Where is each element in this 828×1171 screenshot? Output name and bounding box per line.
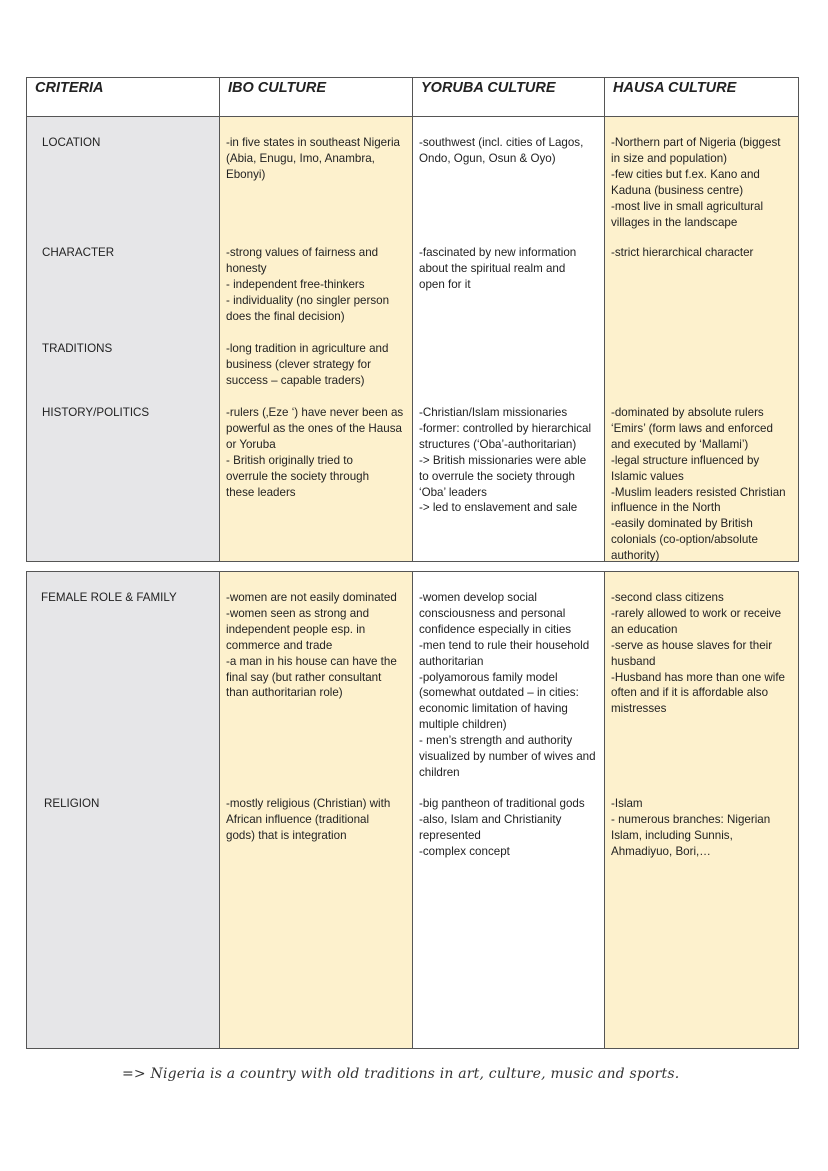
header-yoruba: YORUBA CULTURE — [413, 78, 605, 117]
hausa-character: -strict hierarchical character — [611, 246, 754, 259]
culture-comparison-table-part1 — [26, 77, 799, 562]
criteria-character: CHARACTER — [42, 246, 115, 259]
yoruba-location: -southwest (incl. cities of Lagos, Ondo, Ogun, Osun & Oyo) — [419, 136, 584, 165]
hausa-history-politics: -dominated by absolute rulers ‘Emirs’ (form laws and enforced and executed by ‘Mallami’) -legal structure influenced by Islamic values -Muslim leaders resisted Christian influence in the North -easily dominated by British colonials (co-option/absolute authority) — [611, 406, 786, 563]
yoruba-religion: -big pantheon of traditional gods -also, Islam and Christianity represented -complex concept — [419, 797, 585, 858]
yoruba-character: -fascinated by new information about the spiritual realm and open for it — [419, 246, 577, 291]
ibo-character: -strong values of fairness and honesty - independent free-thinkers - individuality (no singler person does the final decision) — [226, 246, 390, 323]
criteria-column-2 — [27, 572, 220, 1049]
ibo-history-politics: -rulers (‚Eze ‘) have never been as powerful as the ones of the Hausa or Yoruba - British originally tried to overrule the society through these leaders — [226, 406, 404, 499]
ibo-column-2 — [220, 572, 413, 1049]
criteria-history-politics: HISTORY/POLITICS — [42, 406, 150, 419]
hausa-female-role-family: -second class citizens -rarely allowed to work or receive an education -serve as house slaves for their husband -Husband has more than one wife often and if it is affordable also mistresses — [611, 591, 786, 716]
yoruba-female-role-family: -women develop social consciousness and personal confidence especially in cities -men tend to rule their household authoritarian -polyamorous family model (somewhat outdated – in cities: economic limitation of having multiple children) - men’s strength and authority visualized by number of wives and children — [419, 591, 596, 779]
ibo-traditions: -long tradition in agriculture and business (clever strategy for success – capable traders) — [226, 342, 389, 387]
ibo-column — [220, 117, 413, 562]
header-hausa: HAUSA CULTURE — [605, 78, 799, 117]
criteria-traditions: TRADITIONS — [42, 342, 113, 355]
table1-body — [27, 117, 799, 562]
yoruba-column-2 — [413, 572, 605, 1049]
table2-body — [27, 572, 799, 1049]
header-criteria: CRITERIA — [27, 78, 220, 117]
handwritten-conclusion-note: => Nigeria is a country with old traditions in art, culture, music and sports. — [122, 1066, 680, 1082]
criteria-column — [27, 117, 220, 562]
criteria-location: LOCATION — [42, 136, 101, 149]
ibo-female-role-family: -women are not easily dominated -women seen as strong and independent people esp. in commerce and trade -a man in his house can have the final say (but rather consultant than authoritarian role) — [226, 591, 397, 700]
hausa-column — [605, 117, 799, 562]
hausa-location: -Northern part of Nigeria (biggest in size and population) -few cities but f.ex. Kano and Kaduna (business centre) -most live in small agricultural villages in the landscape — [611, 136, 781, 229]
ibo-religion: -mostly religious (Christian) with African influence (traditional gods) that is integration — [226, 797, 391, 842]
hausa-column-2 — [605, 572, 799, 1049]
table-header-row — [27, 78, 799, 117]
ibo-location: -in five states in southeast Nigeria (Abia, Enugu, Imo, Anambra, Ebonyi) — [226, 136, 400, 181]
culture-comparison-table-part2 — [26, 571, 799, 1049]
criteria-female-role-family: FEMALE ROLE & FAMILY — [41, 591, 177, 604]
header-ibo: IBO CULTURE — [220, 78, 413, 117]
criteria-religion: RELIGION — [44, 797, 100, 810]
yoruba-history-politics: -Christian/Islam missionaries -former: controlled by hierarchical structures (‘Oba’-authoritarian) -> British missionaries were able to overrule the society through ‘Oba’ leaders -> led to enslavement and sale — [419, 406, 592, 515]
yoruba-column — [413, 117, 605, 562]
hausa-religion: -Islam - numerous branches: Nigerian Islam, including Sunnis, Ahmadiyuo, Bori,… — [611, 797, 771, 858]
